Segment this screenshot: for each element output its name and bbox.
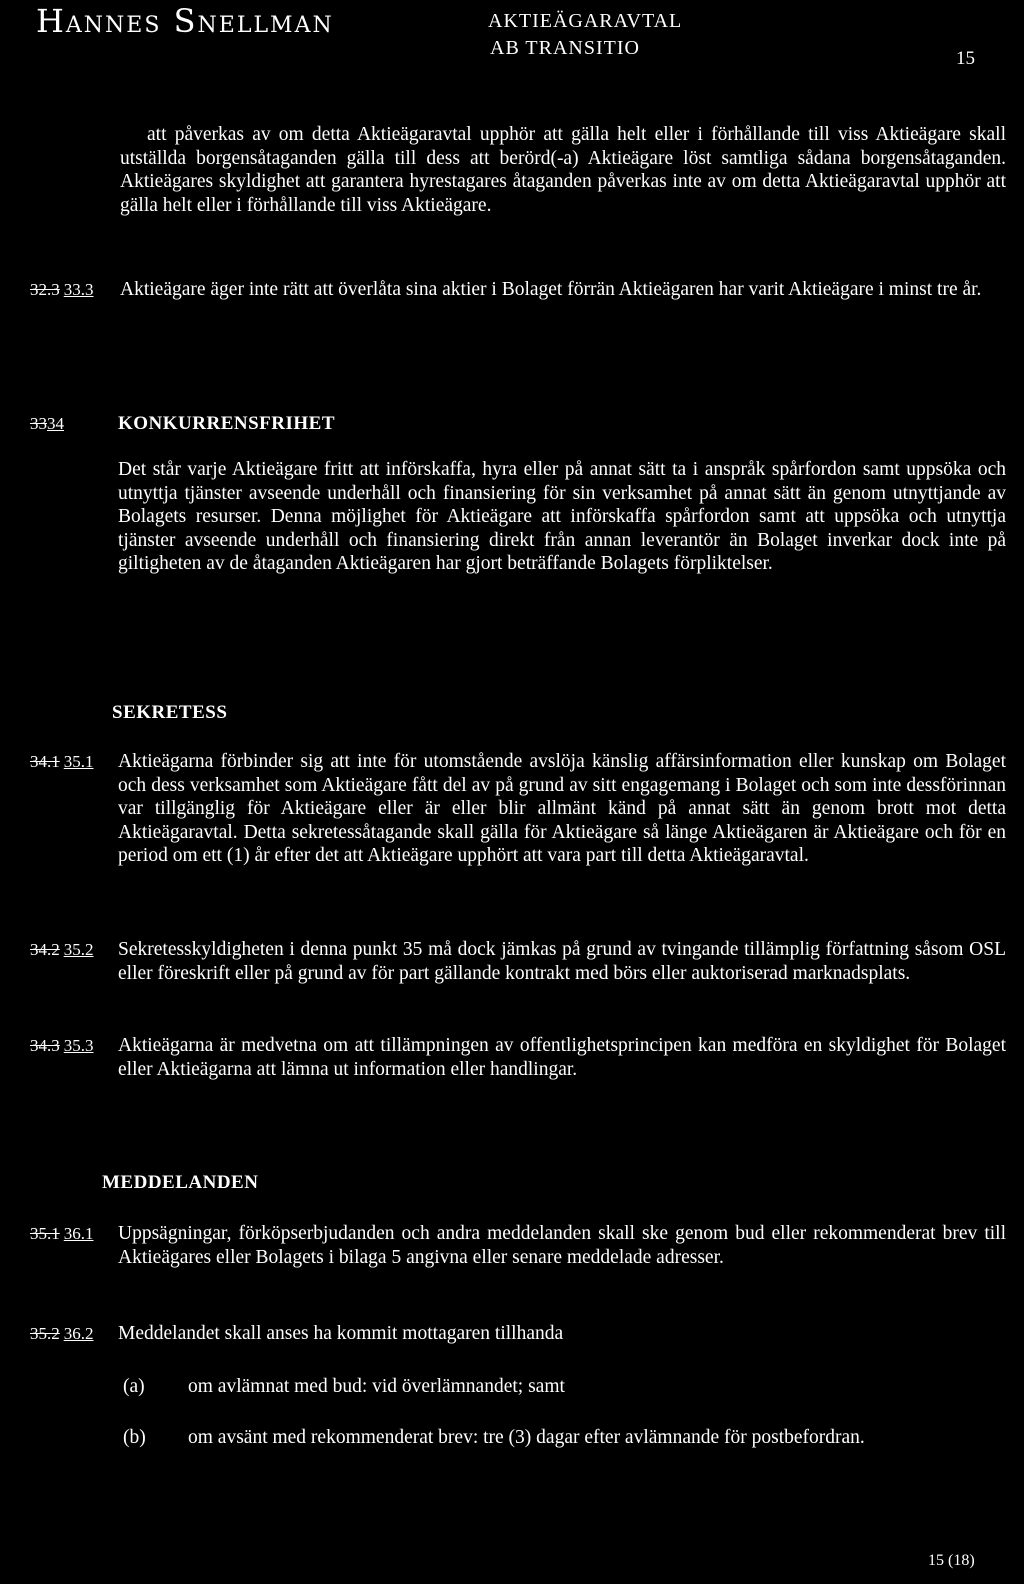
clause-36-2-text: Meddelandet skall anses ha kommit mottagaren tillhanda [118, 1323, 564, 1344]
document-title-line1: AKTIEÄGARAVTAL [488, 10, 683, 32]
section-new-number: 34 [47, 414, 64, 433]
clause-new-number: 36.2 [63, 1324, 94, 1343]
intro-paragraph: att påverkas av om detta Aktieägaravtal upphör att gälla helt eller i förhållande till viss Aktieägare skall utställda borgensåtaganden gälla till dess att berörd(-a) Aktieägare löst samtliga sådana borgensåtaganden. Aktieägares skyldighet att garantera hyrestagares åtaganden påverkas inte av om detta Aktieägaravtal upphör att gälla helt eller i förhållande till viss Aktieägare. [120, 124, 1006, 216]
document-title [488, 8, 682, 62]
section-34-text: Det står varje Aktieägare fritt att införskaffa, hyra eller på annat sätt ta i anspråk spårfordon samt uppsöka och utnyttja tjänster avseende underhåll och finansiering för sin verksamhet på annat sätt än genom utnyttjande av Bolagets resurser. Denna möjlighet för Aktieägare att införskaffa spårfordon samt att uppsöka och utnyttja tjänster avseende underhåll och finansiering direkt från annan leverantör än Bolaget inverkar dock inte på giltigheten av de åtaganden Aktieägaren har gjort beträffande Bolagets förpliktelser. [118, 459, 1006, 575]
clause-new-number: 33.3 [63, 280, 94, 299]
clause-35-2-number [30, 938, 94, 962]
clause-36-1-text: Uppsägningar, förköpserbjudanden och andra meddelanden skall ske genom bud eller rekommenderat brev till Aktieägares eller Bolagets i bilaga 5 angivna eller senare meddelade adresser. [118, 1223, 1006, 1268]
list-item-text: om avlämnat med bud: vid överlämnandet; samt [188, 1376, 565, 1397]
clause-36-1-number [30, 1222, 94, 1246]
list-item-label: (b) [123, 1427, 146, 1448]
clause-new-number: 36.1 [63, 1224, 94, 1243]
firm-logo: Hannes Snellman [36, 2, 334, 40]
clause-old-number: 34.3 [30, 1036, 60, 1055]
clause-new-number: 35.1 [63, 752, 94, 771]
clause-new-number: 35.3 [63, 1036, 94, 1055]
page-number: 15 [956, 48, 975, 69]
section-34-number [30, 412, 64, 436]
clause-old-number: 35.2 [30, 1324, 60, 1343]
clause-33-3-text: Aktieägare äger inte rätt att överlåta sina aktier i Bolaget förrän Aktieägaren har varit Aktieägare i minst tre år. [120, 279, 982, 300]
clause-old-number: 34.1 [30, 752, 60, 771]
clause-old-number: 35.1 [30, 1224, 60, 1243]
document-title-line2: AB TRANSITIO [490, 37, 640, 59]
list-item-text: om avsänt med rekommenderat brev: tre (3) dagar efter avlämnande för postbefordran. [188, 1427, 865, 1448]
section-heading-meddelanden: MEDDELANDEN [102, 1172, 259, 1193]
clause-36-2-number [30, 1322, 94, 1346]
clause-35-2-text: Sekretesskyldigheten i denna punkt 35 må dock jämkas på grund av tvingande tillämplig författning såsom OSL eller föreskrift eller på grund av för part gällande kontrakt med börs eller auktoriserad marknadsplats. [118, 939, 1006, 984]
clause-old-number: 34.2 [30, 940, 60, 959]
page-count: 15 (18) [928, 1552, 975, 1569]
clause-old-number: 32.3 [30, 280, 60, 299]
section-heading-konkurrensfrihet: KONKURRENSFRIHET [118, 413, 336, 434]
clause-35-3-number [30, 1034, 94, 1058]
section-heading-sekretess: SEKRETESS [112, 702, 228, 723]
section-old-number: 33 [30, 414, 47, 433]
clause-35-3-text: Aktieägarna är medvetna om att tillämpningen av offentlighetsprincipen kan medföra en skyldighet för Bolaget eller Aktieägarna att lämna ut information eller handlingar. [118, 1035, 1006, 1080]
clause-new-number: 35.2 [63, 940, 94, 959]
clause-35-1-number [30, 750, 94, 774]
list-item-label: (a) [123, 1376, 145, 1397]
clause-35-1-text: Aktieägarna förbinder sig att inte för utomstående avslöja känslig affärsinformation eller kunskap om Bolaget och dess verksamhet som Aktieägare fått del av på grund av sitt engagemang i Bolaget och som inte dessförinnan var tillgänglig för Aktieägare eller är eller blir allmänt känd på annat sätt än genom brott mot detta Aktieägaravtal. Detta sekretessåtagande skall gälla för Aktieägare så länge Aktieägaren är Aktieägare och för en period om ett (1) år efter det att Aktieägare upphört att vara part till detta Aktieägaravtal. [118, 751, 1006, 867]
